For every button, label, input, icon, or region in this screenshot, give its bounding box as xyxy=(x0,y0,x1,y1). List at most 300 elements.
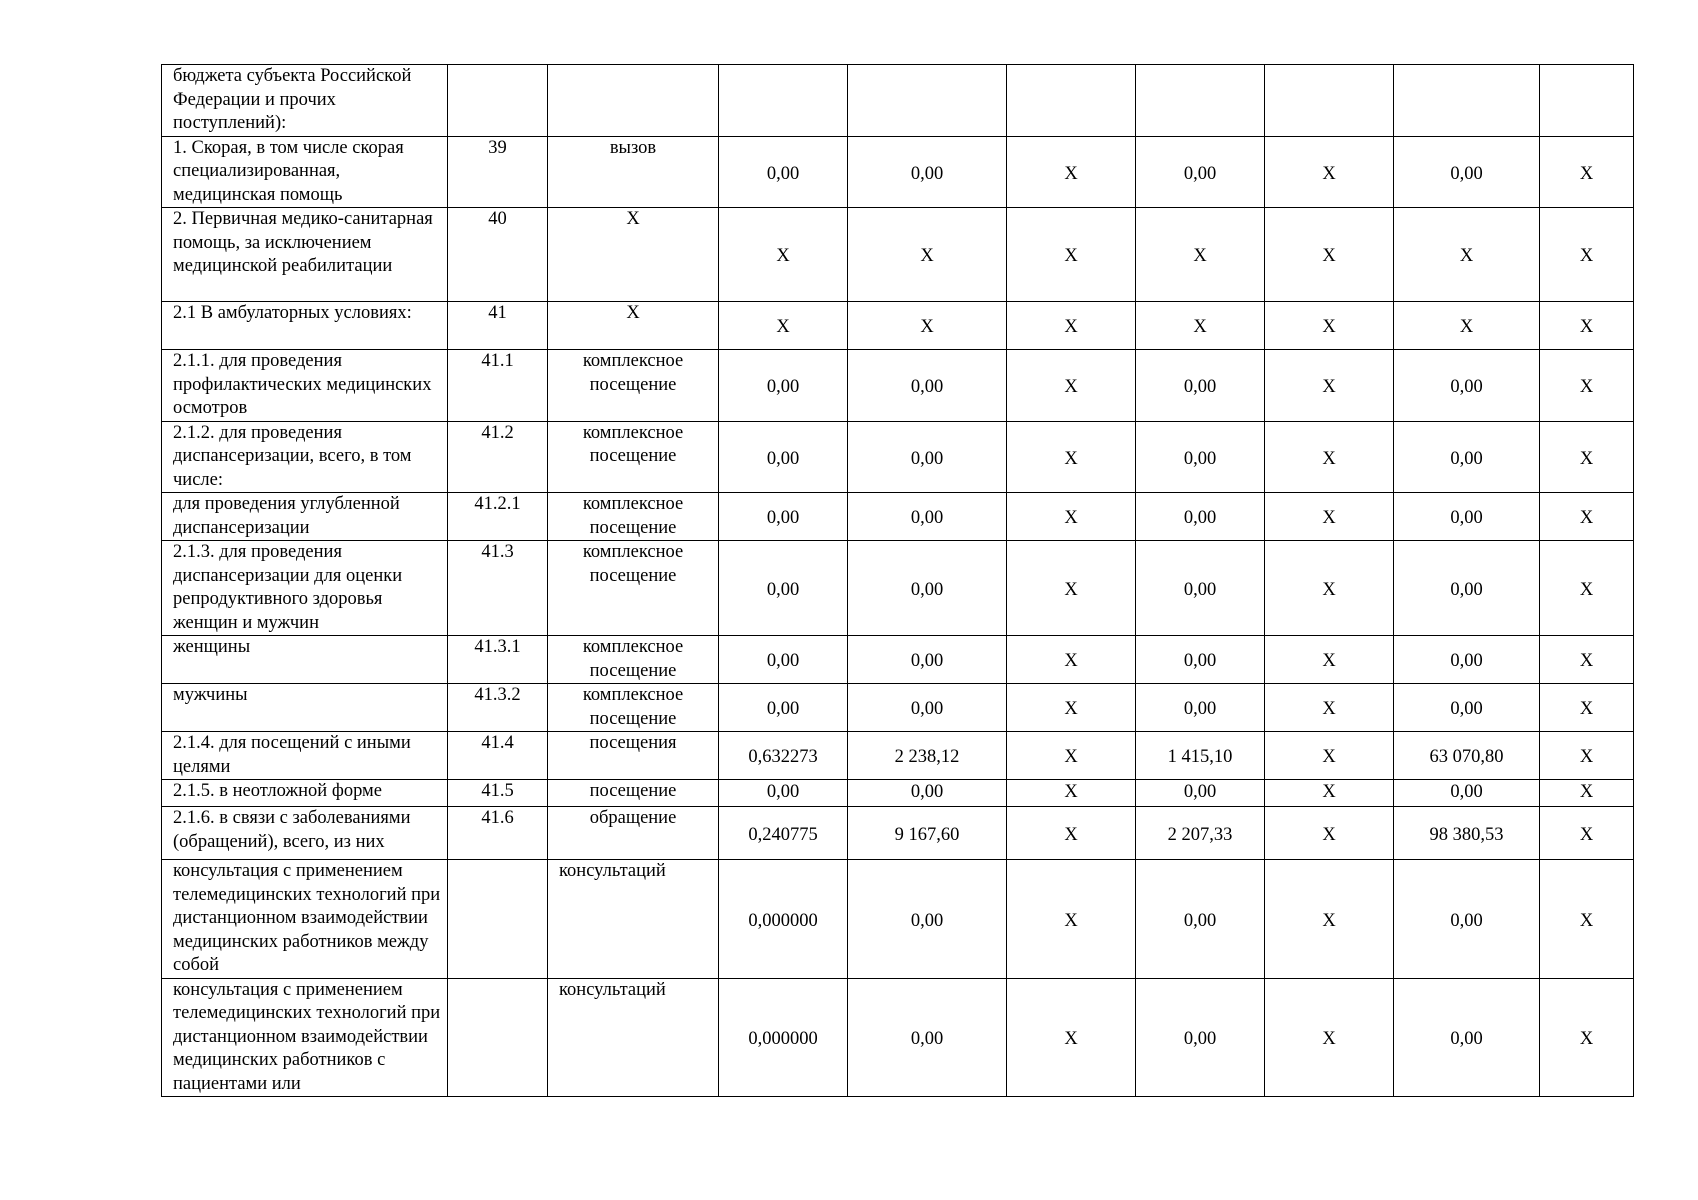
value: 0,00 xyxy=(1183,508,1217,529)
row-unit-cell xyxy=(548,302,719,350)
value-cell-col-2 xyxy=(848,684,1007,732)
table-row xyxy=(162,136,1634,208)
value-cell-col-7 xyxy=(1540,860,1634,979)
row-code-cell xyxy=(448,807,548,860)
value: X xyxy=(776,317,790,338)
value-cell-col-5 xyxy=(1265,350,1394,422)
value: X xyxy=(1322,910,1336,931)
row-name: 2.1.2. для проведения диспансеризации, всего, в том числе: xyxy=(173,422,412,490)
value-cell-col-3 xyxy=(1007,136,1136,208)
row-unit: посещения xyxy=(589,733,677,753)
row-code: 41.5 xyxy=(481,781,514,801)
row-name: 2.1.4. для посещений с иными целями xyxy=(173,733,411,777)
value: 0,00 xyxy=(766,651,800,672)
table-row xyxy=(162,421,1634,493)
value-cell-col-5 xyxy=(1265,302,1394,350)
value-cell-col-1 xyxy=(719,208,848,302)
row-code: 41.4 xyxy=(481,733,514,753)
value: X xyxy=(1322,246,1336,267)
value-cell-col-4 xyxy=(1136,350,1265,422)
value: 0,00 xyxy=(1183,163,1217,184)
value-cell-col-7 xyxy=(1540,136,1634,208)
row-code: 40 xyxy=(488,209,507,229)
row-unit: комплексное посещение xyxy=(582,637,684,681)
row-code-cell xyxy=(448,302,548,350)
value-cell-col-3 xyxy=(1007,65,1136,137)
value: X xyxy=(1579,579,1594,600)
value-cell-col-5 xyxy=(1265,541,1394,636)
value-cell-col-1 xyxy=(719,732,848,780)
row-name-cell xyxy=(162,684,448,732)
value: X xyxy=(1193,246,1207,267)
table-row xyxy=(162,65,1634,137)
value: 0,00 xyxy=(910,508,944,529)
value: X xyxy=(1064,246,1078,267)
value-cell-col-4 xyxy=(1136,732,1265,780)
value-cell-col-3 xyxy=(1007,780,1136,807)
row-unit: вызов xyxy=(609,137,657,158)
value-cell-col-2 xyxy=(848,732,1007,780)
value: X xyxy=(1579,747,1594,768)
table-row xyxy=(162,732,1634,780)
row-unit: комплексное посещение xyxy=(582,494,684,538)
value: 0,00 xyxy=(1450,377,1483,397)
value: 0,00 xyxy=(766,163,800,184)
value-cell-col-6 xyxy=(1394,780,1540,807)
row-name-cell xyxy=(162,807,448,860)
value: 0,632273 xyxy=(748,747,818,768)
value: X xyxy=(1064,163,1078,184)
value-cell-col-6 xyxy=(1394,541,1540,636)
value: X xyxy=(1579,508,1594,529)
value: X xyxy=(1322,317,1336,338)
value: X xyxy=(1579,910,1594,931)
value-cell-col-4 xyxy=(1136,780,1265,807)
value-cell-col-2 xyxy=(848,302,1007,350)
value-cell-col-7 xyxy=(1540,302,1634,350)
value: X xyxy=(1322,579,1336,600)
value-cell-col-6 xyxy=(1394,136,1540,208)
value-cell-col-4 xyxy=(1136,636,1265,684)
value-cell-col-1 xyxy=(719,860,848,979)
row-code: 41.1 xyxy=(481,351,514,371)
value-cell-col-1 xyxy=(719,136,848,208)
value-cell-col-5 xyxy=(1265,493,1394,541)
row-unit: обращение xyxy=(589,808,677,828)
value-cell-col-3 xyxy=(1007,302,1136,350)
value: X xyxy=(1579,699,1594,720)
value-cell-col-2 xyxy=(848,421,1007,493)
data-table xyxy=(161,64,1634,1097)
row-unit: комплексное посещение xyxy=(582,351,684,395)
row-unit-cell xyxy=(548,732,719,780)
value: 0,00 xyxy=(1183,448,1217,469)
value: X xyxy=(1579,317,1594,338)
row-name: мужчины xyxy=(173,685,248,705)
row-code: 41.2 xyxy=(481,422,514,443)
table-row xyxy=(162,978,1634,1097)
value-cell-col-4 xyxy=(1136,541,1265,636)
value: X xyxy=(920,317,934,338)
value-cell-col-4 xyxy=(1136,860,1265,979)
value-cell-col-3 xyxy=(1007,860,1136,979)
value: X xyxy=(1064,579,1078,600)
row-code-cell xyxy=(448,684,548,732)
row-code: 41.3 xyxy=(481,542,514,562)
value-cell-col-4 xyxy=(1136,493,1265,541)
value-cell-col-3 xyxy=(1007,732,1136,780)
value: X xyxy=(1322,782,1336,803)
row-unit-cell xyxy=(548,208,719,302)
value-cell-col-6 xyxy=(1394,65,1540,137)
value-cell-col-7 xyxy=(1540,684,1634,732)
value-cell-col-6 xyxy=(1394,860,1540,979)
value-cell-col-2 xyxy=(848,541,1007,636)
value: 0,00 xyxy=(766,782,800,803)
row-code-cell xyxy=(448,493,548,541)
value: 2 238,12 xyxy=(894,747,960,768)
row-code: 41.3.2 xyxy=(474,685,521,705)
value-cell-col-3 xyxy=(1007,350,1136,422)
value-cell-col-2 xyxy=(848,208,1007,302)
value: 2 207,33 xyxy=(1167,824,1233,845)
value: 9 167,60 xyxy=(894,824,960,845)
row-unit: посещение xyxy=(589,781,677,801)
row-name: 2.1.5. в неотложной форме xyxy=(173,781,382,801)
row-code: 41 xyxy=(488,303,507,323)
row-code-cell xyxy=(448,208,548,302)
row-unit-cell xyxy=(548,780,719,807)
value: X xyxy=(1064,377,1078,397)
table-row xyxy=(162,684,1634,732)
value-cell-col-6 xyxy=(1394,978,1540,1097)
row-code-cell xyxy=(448,541,548,636)
value: X xyxy=(1064,824,1078,845)
value: 0,00 xyxy=(1183,377,1217,397)
table-row xyxy=(162,493,1634,541)
row-code-cell xyxy=(448,136,548,208)
value-cell-col-5 xyxy=(1265,732,1394,780)
value-cell-col-6 xyxy=(1394,350,1540,422)
row-name: 2.1 В амбулаторных условиях: xyxy=(173,303,412,323)
value: 0,00 xyxy=(1450,448,1483,469)
row-unit-cell xyxy=(548,350,719,422)
value: 0,00 xyxy=(766,448,800,469)
value: X xyxy=(1322,651,1336,672)
row-name-cell xyxy=(162,136,448,208)
row-name-cell xyxy=(162,978,448,1097)
value: X xyxy=(1459,246,1474,267)
row-unit-cell xyxy=(548,860,719,979)
value-cell-col-2 xyxy=(848,807,1007,860)
value-cell-col-3 xyxy=(1007,208,1136,302)
value: 0,00 xyxy=(1450,651,1483,672)
row-name: 2.1.6. в связи с заболеваниями (обращений), всего, из них xyxy=(173,808,411,852)
table-row xyxy=(162,208,1634,302)
row-unit-cell xyxy=(548,136,719,208)
value: 0,00 xyxy=(1450,508,1483,529)
value: X xyxy=(776,246,790,267)
row-name: 1. Скорая, в том числе скорая специализированная, медицинская помощь xyxy=(173,137,404,205)
value-cell-col-4 xyxy=(1136,978,1265,1097)
row-name-cell xyxy=(162,65,448,137)
table-row xyxy=(162,541,1634,636)
value-cell-col-5 xyxy=(1265,636,1394,684)
row-name: женщины xyxy=(173,637,251,657)
value-cell-col-7 xyxy=(1540,493,1634,541)
row-name-cell xyxy=(162,541,448,636)
value-cell-col-1 xyxy=(719,541,848,636)
value: 0,00 xyxy=(910,163,944,184)
value-cell-col-7 xyxy=(1540,421,1634,493)
value: 0,00 xyxy=(1183,651,1217,672)
value-cell-col-3 xyxy=(1007,636,1136,684)
value: 0,240775 xyxy=(748,824,818,845)
value-cell-col-2 xyxy=(848,636,1007,684)
value-cell-col-2 xyxy=(848,860,1007,979)
value: X xyxy=(1579,1029,1594,1049)
value: X xyxy=(1322,377,1336,397)
value: X xyxy=(1579,163,1594,184)
row-name-cell xyxy=(162,350,448,422)
value-cell-col-6 xyxy=(1394,208,1540,302)
row-name-cell xyxy=(162,780,448,807)
value: X xyxy=(1579,377,1594,397)
value: 0,00 xyxy=(1183,782,1217,803)
value-cell-col-7 xyxy=(1540,780,1634,807)
value-cell-col-7 xyxy=(1540,541,1634,636)
value-cell-col-6 xyxy=(1394,684,1540,732)
value: 0,00 xyxy=(1450,579,1483,600)
value-cell-col-2 xyxy=(848,350,1007,422)
row-unit-cell xyxy=(548,541,719,636)
value-cell-col-1 xyxy=(719,780,848,807)
value: X xyxy=(1322,508,1336,529)
value: X xyxy=(1579,651,1594,672)
row-code-cell xyxy=(448,65,548,137)
value: X xyxy=(1579,782,1594,803)
table-row xyxy=(162,636,1634,684)
value: 0,00 xyxy=(1183,699,1217,720)
row-code-cell xyxy=(448,421,548,493)
row-name: 2.1.3. для проведения диспансеризации для оценки репродуктивного здоровья женщин и мужчин xyxy=(173,542,403,633)
value-cell-col-5 xyxy=(1265,780,1394,807)
row-code: 41.2.1 xyxy=(474,494,521,514)
row-name-cell xyxy=(162,208,448,302)
value-cell-col-7 xyxy=(1540,350,1634,422)
row-name-cell xyxy=(162,860,448,979)
value: 0,00 xyxy=(910,377,944,397)
value-cell-col-5 xyxy=(1265,978,1394,1097)
value: 0,00 xyxy=(766,377,800,397)
value-cell-col-6 xyxy=(1394,732,1540,780)
value-cell-col-1 xyxy=(719,636,848,684)
value-cell-col-4 xyxy=(1136,684,1265,732)
row-name-cell xyxy=(162,302,448,350)
value: 0,00 xyxy=(766,579,800,600)
value-cell-col-3 xyxy=(1007,807,1136,860)
value: X xyxy=(1322,163,1336,184)
value-cell-col-3 xyxy=(1007,493,1136,541)
table-row xyxy=(162,350,1634,422)
value-cell-col-4 xyxy=(1136,208,1265,302)
value: X xyxy=(1064,910,1078,931)
row-name: для проведения углубленной диспансеризации xyxy=(173,494,400,538)
value-cell-col-7 xyxy=(1540,978,1634,1097)
value-cell-col-3 xyxy=(1007,541,1136,636)
value: X xyxy=(1064,782,1078,803)
row-unit-cell xyxy=(548,978,719,1097)
row-code-cell xyxy=(448,636,548,684)
value: 0,00 xyxy=(910,1029,944,1049)
row-code-cell xyxy=(448,978,548,1097)
value: X xyxy=(1064,448,1078,469)
row-unit: консультаций xyxy=(559,861,666,881)
row-name-cell xyxy=(162,493,448,541)
value: 0,00 xyxy=(1183,1029,1217,1049)
table-body xyxy=(162,65,1634,1097)
value-cell-col-6 xyxy=(1394,302,1540,350)
value-cell-col-3 xyxy=(1007,978,1136,1097)
value: 0,00 xyxy=(910,579,944,600)
value-cell-col-4 xyxy=(1136,302,1265,350)
value: 1 415,10 xyxy=(1167,747,1233,768)
value: 0,00 xyxy=(1450,910,1483,931)
value: X xyxy=(1459,317,1474,338)
value-cell-col-5 xyxy=(1265,807,1394,860)
value-cell-col-1 xyxy=(719,421,848,493)
value: 63 070,80 xyxy=(1429,747,1504,768)
value-cell-col-3 xyxy=(1007,684,1136,732)
value: 0,00 xyxy=(766,699,800,720)
value-cell-col-4 xyxy=(1136,65,1265,137)
value-cell-col-7 xyxy=(1540,208,1634,302)
table-row xyxy=(162,302,1634,350)
value-cell-col-1 xyxy=(719,978,848,1097)
value-cell-col-5 xyxy=(1265,208,1394,302)
row-unit: консультаций xyxy=(559,979,666,1000)
value-cell-col-5 xyxy=(1265,860,1394,979)
row-name-cell xyxy=(162,636,448,684)
row-unit-cell xyxy=(548,65,719,137)
value-cell-col-2 xyxy=(848,65,1007,137)
row-unit-cell xyxy=(548,807,719,860)
row-name-cell xyxy=(162,421,448,493)
value: 0,000000 xyxy=(748,910,818,931)
value: 0,000000 xyxy=(748,1029,818,1049)
value: X xyxy=(1579,246,1594,267)
row-unit: X xyxy=(626,209,640,229)
value: X xyxy=(1322,824,1336,845)
value-cell-col-6 xyxy=(1394,421,1540,493)
value: 0,00 xyxy=(1450,1029,1483,1049)
value-cell-col-4 xyxy=(1136,421,1265,493)
row-unit-cell xyxy=(548,493,719,541)
value-cell-col-1 xyxy=(719,807,848,860)
row-name: консультация с применением телемедицинских технологий при дистанционном взаимодействии медицинских работников между собой xyxy=(173,861,441,975)
value-cell-col-5 xyxy=(1265,421,1394,493)
value: X xyxy=(1193,317,1207,338)
row-unit-cell xyxy=(548,636,719,684)
value-cell-col-2 xyxy=(848,493,1007,541)
value: X xyxy=(1064,747,1078,768)
value-cell-col-5 xyxy=(1265,65,1394,137)
value: 98 380,53 xyxy=(1429,824,1504,845)
row-unit: комплексное посещение xyxy=(582,542,684,586)
value: X xyxy=(1064,1029,1078,1049)
value-cell-col-7 xyxy=(1540,65,1634,137)
row-name: бюджета субъекта Российской Федерации и прочих поступлений): xyxy=(173,66,412,133)
row-code: 41.6 xyxy=(481,808,514,828)
value: X xyxy=(1322,448,1336,469)
value: 0,00 xyxy=(1450,163,1483,184)
value-cell-col-1 xyxy=(719,302,848,350)
value: 0,00 xyxy=(1450,782,1483,803)
value: 0,00 xyxy=(1450,699,1483,720)
row-code: 39 xyxy=(488,137,507,158)
value: X xyxy=(1579,448,1594,469)
value-cell-col-1 xyxy=(719,350,848,422)
row-unit: комплексное посещение xyxy=(582,422,684,466)
row-code-cell xyxy=(448,860,548,979)
value: 0,00 xyxy=(1183,579,1217,600)
row-name: 2.1.1. для проведения профилактических медицинских осмотров xyxy=(173,351,432,418)
value-cell-col-7 xyxy=(1540,732,1634,780)
value-cell-col-2 xyxy=(848,978,1007,1097)
row-name-cell xyxy=(162,732,448,780)
value: X xyxy=(1322,747,1336,768)
row-code-cell xyxy=(448,350,548,422)
value-cell-col-1 xyxy=(719,493,848,541)
row-code-cell xyxy=(448,780,548,807)
value: 0,00 xyxy=(910,699,944,720)
row-name: 2. Первичная медико-санитарная помощь, за исключением медицинской реабилитации xyxy=(173,209,433,276)
value-cell-col-2 xyxy=(848,136,1007,208)
value-cell-col-7 xyxy=(1540,807,1634,860)
value-cell-col-6 xyxy=(1394,493,1540,541)
value: X xyxy=(1322,699,1336,720)
value: X xyxy=(1064,651,1078,672)
value: 0,00 xyxy=(766,508,800,529)
value: X xyxy=(1579,824,1594,845)
value: 0,00 xyxy=(910,910,944,931)
row-unit: комплексное посещение xyxy=(582,685,684,729)
table-row xyxy=(162,807,1634,860)
table-row xyxy=(162,860,1634,979)
value: 0,00 xyxy=(910,782,944,803)
value-cell-col-6 xyxy=(1394,636,1540,684)
value-cell-col-4 xyxy=(1136,136,1265,208)
value-cell-col-2 xyxy=(848,780,1007,807)
value-cell-col-4 xyxy=(1136,807,1265,860)
row-unit: X xyxy=(626,303,640,323)
value: 0,00 xyxy=(1183,910,1217,931)
value-cell-col-7 xyxy=(1540,636,1634,684)
table-row xyxy=(162,780,1634,807)
value: 0,00 xyxy=(910,448,944,469)
row-name: консультация с применением телемедицинских технологий при дистанционном взаимодействии медицинских работников с пациентами или xyxy=(173,979,441,1094)
value-cell-col-5 xyxy=(1265,136,1394,208)
row-unit-cell xyxy=(548,684,719,732)
value: X xyxy=(1064,317,1078,338)
value: X xyxy=(920,246,934,267)
row-code: 41.3.1 xyxy=(474,637,521,657)
value-cell-col-1 xyxy=(719,684,848,732)
value-cell-col-3 xyxy=(1007,421,1136,493)
value: X xyxy=(1064,699,1078,720)
value-cell-col-5 xyxy=(1265,684,1394,732)
row-unit-cell xyxy=(548,421,719,493)
